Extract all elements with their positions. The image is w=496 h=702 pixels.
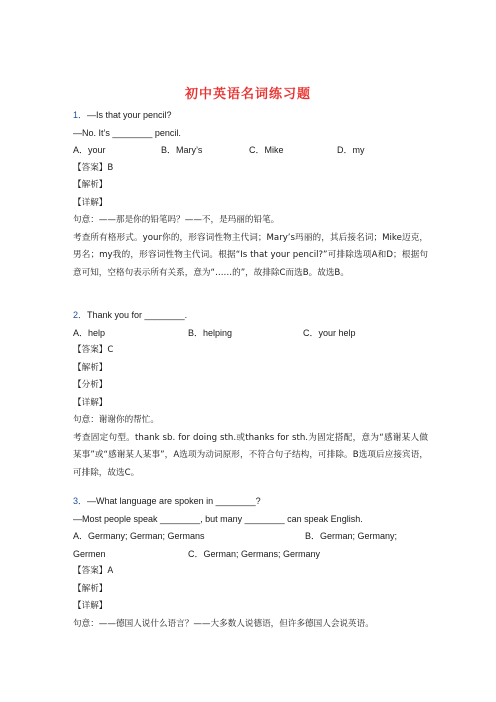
option-b: B．German; Germany; [305, 531, 398, 541]
fenxi-heading: 【分析】 [73, 380, 108, 390]
question-text-2: —No. It’s ________ pencil. [73, 127, 181, 138]
detail-heading: 【详解】 [73, 397, 108, 408]
translation-paragraph: 句意：——德国人说什么语言？——大多数人说德语，但许多德国人会说英语。 [73, 618, 374, 629]
question-2 [73, 307, 428, 482]
options-row-1 [73, 528, 428, 546]
question-3 [73, 493, 428, 633]
page-title: 初中英语名词练习题 [184, 87, 311, 102]
option-c: C．your help [303, 327, 356, 338]
explanation-paragraph: 考查所有格形式。your你的，形容词性物主代词；Mary’s玛丽的，其后接名词；Mike迈克，男名；my我的，形容词性物主代词。根据“Is that your pencil?”可排除选项A和D；根据句意可知，空格句表示所有关系，意为“……的”，故排除C而选B。故选B。 [73, 232, 428, 278]
option-a: A．your [73, 145, 106, 155]
question-text: Thank you for ________. [87, 310, 188, 320]
question-1 [73, 107, 428, 282]
option-b-continued: Germen [73, 548, 106, 559]
analysis-heading: 【解析】 [73, 180, 108, 190]
question-stem [73, 107, 428, 125]
question-text-2: —Most people speak ________, but many ________ can speak English. [73, 513, 363, 524]
option-c: C．German; Germans; Germany [188, 548, 321, 559]
option-a: A．Germany; German; Germans [73, 531, 205, 541]
option-a: A．help [73, 327, 106, 338]
options-row [73, 325, 428, 343]
translation-line: 句意：——那是你的铅笔吗？——不，是玛丽的铅笔。 [73, 215, 280, 225]
analysis-heading: 【解析】 [73, 583, 108, 594]
question-number: 1． [73, 110, 88, 120]
answer-line: 【答案】B [73, 162, 114, 173]
option-b: B．helping [188, 327, 233, 338]
question-text: —What language are spoken in ________? [87, 496, 261, 506]
question-number: 3． [73, 496, 88, 506]
question-stem [73, 493, 428, 511]
analysis-heading: 【解析】 [73, 362, 108, 373]
question-number: 2． [73, 310, 88, 320]
answer-line: 【答案】C [73, 345, 114, 355]
options-row [73, 142, 428, 160]
detail-heading: 【详解】 [73, 197, 108, 208]
detail-heading: 【详解】 [73, 601, 108, 611]
question-stem [73, 307, 428, 325]
answer-line: 【答案】A [73, 566, 114, 576]
option-b: B．Mary’s [161, 145, 203, 155]
options-row-2 [73, 546, 428, 564]
question-text: —Is that your pencil? [87, 110, 172, 120]
option-c: C．Mike [249, 145, 284, 155]
explanation-paragraph: 考查固定句型。thank sb. for doing sth.或thanks for sth.为固定搭配，意为“感谢某人做某事”或“感谢某人某事”，A选项为动词原形，不符合句子结构，可排除。B选项后应接宾语，可排除，故选C。 [73, 432, 428, 478]
option-d: D．my [337, 145, 365, 155]
translation-line: 句意：谢谢你的帮忙。 [73, 415, 159, 425]
